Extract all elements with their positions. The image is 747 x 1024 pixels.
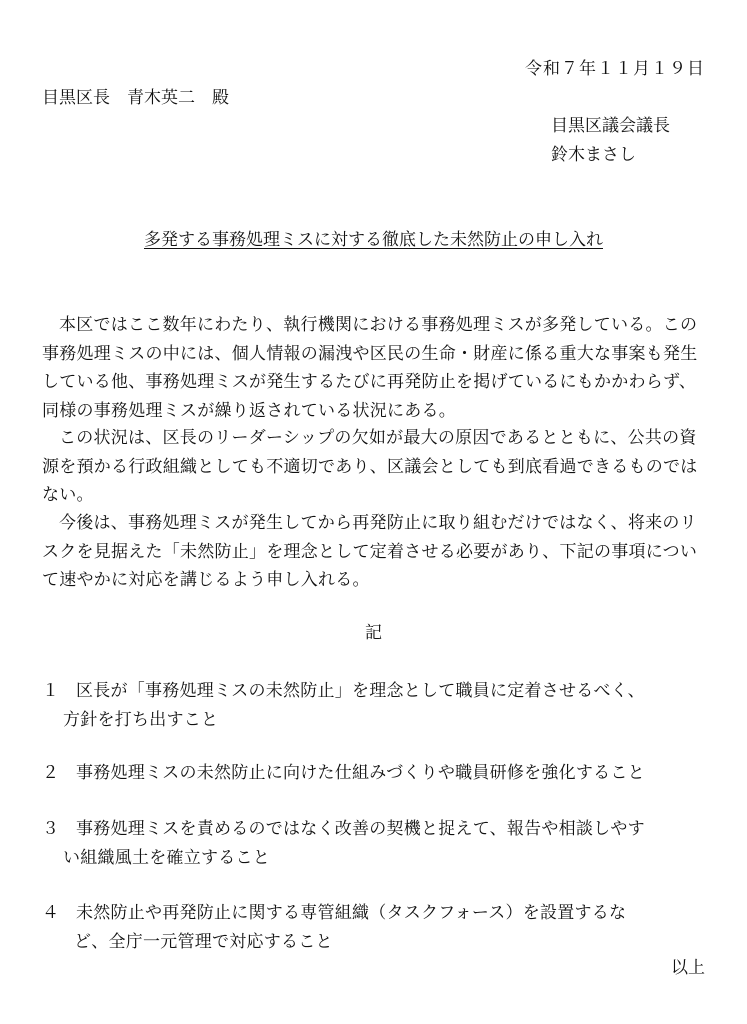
addressee: 目黒区長 青木英二 殿	[42, 88, 229, 108]
sender-name: 鈴木まさし	[551, 145, 636, 165]
body-paragraph-2: この状況は、区長のリーダーシップの欠如が最大の原因であるとともに、公共の資源を預かる行政組織としても不適切であり、区議会としても到底看過できるものではない。	[42, 428, 698, 505]
body-paragraph-3: 今後は、事務処理ミスが発生してから再発防止に取り組むだけではなく、将来のリスクを見据えた「未然防止」を理念として定着させる必要があり、下記の事項について速やかに対応を講じるよう申し入れる。	[42, 513, 698, 590]
request-item-4	[42, 899, 710, 956]
item-number: １	[42, 681, 60, 701]
item-number: ４	[42, 903, 60, 923]
item-text-line-2: ど、全庁一元管理で対応すること	[74, 931, 333, 952]
ki-heading: 記	[365, 623, 382, 643]
item-number: ３	[42, 819, 60, 839]
item-text-line-2: 方針を打ち出すこと	[63, 709, 219, 730]
item-text-line-1: 事務処理ミスを責めるのではなく改善の契機と捉えて、報告や相談しやす	[76, 819, 645, 839]
closing-mark: 以上	[671, 958, 705, 978]
request-item-3	[42, 815, 710, 872]
item-text-line-1: 事務処理ミスの未然防止に向けた仕組みづくりや職員研修を強化すること	[76, 763, 645, 783]
item-text-line-1: 未然防止や再発防止に関する専管組織（タスクフォース）を設置するな	[76, 903, 627, 923]
item-text-line-2: い組織風土を確立すること	[63, 847, 270, 868]
request-item-1	[42, 677, 710, 734]
body-paragraph-1: 本区ではここ数年にわたり、執行機関における事務処理ミスが多発している。この事務処理ミスの中には、個人情報の漏洩や区民の生命・財産に係る重大な事案も発生している他、事務処理ミスが発生するたびに再発防止を掲げているにもかかわらず、同様の事務処理ミスが繰り返されている状況にある。	[42, 315, 698, 421]
document-subject: 多発する事務処理ミスに対する徹底した未然防止の申し入れ	[144, 230, 603, 250]
item-number: ２	[42, 763, 60, 783]
request-item-2	[42, 759, 710, 788]
item-text-line-1: 区長が「事務処理ミスの未然防止」を理念として職員に定着させるべく、	[76, 681, 645, 701]
sender-title: 目黒区議会議長	[551, 116, 670, 136]
document-date: 令和７年１１月１９日	[525, 59, 705, 79]
